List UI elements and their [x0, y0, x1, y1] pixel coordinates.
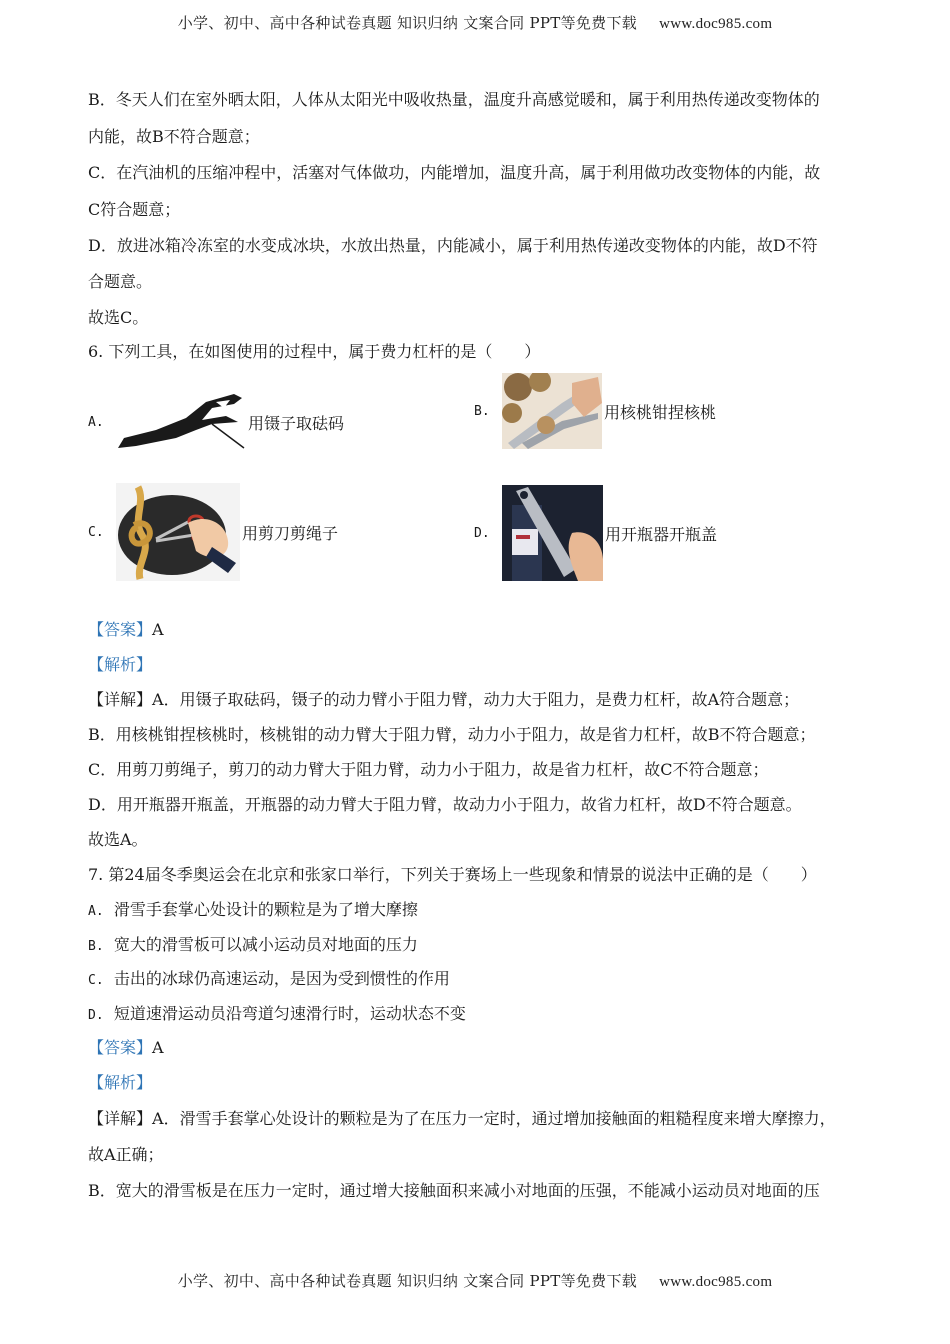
- q6-choice: 故选A。: [88, 830, 148, 849]
- q7-detail-b1: B．宽大的滑雪板是在压力一定时，通过增大接触面积来减小对地面的压强，不能减小运动员对地面的压: [88, 1181, 820, 1200]
- q6-option-a-label: A.: [88, 414, 104, 430]
- q6-detail-d: D．用开瓶器开瓶盖，开瓶器的动力臂大于阻力臂，故动力小于阻力，故省力杠杆，故D不符合题意。: [88, 795, 802, 814]
- q7-detail-a2: 故A正确；: [88, 1145, 164, 1164]
- tweezers-icon: [116, 390, 246, 454]
- q6-option-d-caption: 用开瓶器开瓶盖: [605, 524, 718, 544]
- q7-analysis-tag: 【解析】: [88, 1073, 153, 1092]
- q6-detail-c: C．用剪刀剪绳子，剪刀的动力臂大于阻力臂，动力小于阻力，故是省力杠杆，故C不符合题意；: [88, 760, 769, 779]
- q7-detail-a1-text: A．滑雪手套掌心处设计的颗粒是为了在压力一定时，通过增加接触面的粗糙程度来增大摩擦力，: [152, 1109, 836, 1128]
- q7-option-b-text: 宽大的滑雪板可以减小运动员对地面的压力: [113, 935, 418, 954]
- q6-option-c-caption: 用剪刀剪绳子: [242, 523, 339, 543]
- q7-option-a-label: A.: [88, 904, 104, 919]
- scissors-rope-icon: [116, 483, 240, 581]
- q6-option-d-label: D.: [474, 525, 490, 541]
- q7-option-a[interactable]: [88, 900, 418, 922]
- footer-text: 小学、初中、高中各种试卷真题 知识归纳 文案合同 PPT等免费下载: [177, 1272, 638, 1290]
- q5-b-line2: 内能，故B不符合题意；: [88, 127, 260, 146]
- q6-detail-b: B．用核桃钳捏核桃时，核桃钳的动力臂大于阻力臂，动力小于阻力，故是省力杠杆，故B不符合题意；: [88, 725, 816, 744]
- q6-option-c[interactable]: [88, 483, 338, 581]
- q6-option-b[interactable]: [474, 373, 716, 449]
- q6-option-a[interactable]: [88, 390, 344, 454]
- q7-option-b[interactable]: [88, 935, 418, 957]
- q6-option-d[interactable]: [474, 485, 717, 581]
- q7-answer-tag: 【答案】: [88, 1038, 153, 1057]
- q7-answer: [88, 1038, 164, 1058]
- q5-c-line2: C符合题意；: [88, 200, 181, 219]
- q6-option-b-caption: 用核桃钳捏核桃: [604, 402, 717, 422]
- q6-detail-tag: 【详解】: [88, 690, 153, 709]
- q7-option-a-text: 滑雪手套掌心处设计的颗粒是为了增大摩擦: [113, 900, 418, 919]
- q7-option-d-label: D.: [88, 1008, 104, 1023]
- q7-option-b-label: B.: [88, 939, 104, 954]
- bottle-opener-icon: [502, 485, 603, 581]
- q5-d-line1: D．放进冰箱冷冻室的水变成冰块，水放出热量，内能减小，属于利用热传递改变物体的内能，故D不符: [88, 236, 818, 255]
- q6-analysis-tag: 【解析】: [88, 655, 153, 674]
- footer-url[interactable]: www.doc985.com: [659, 1274, 773, 1290]
- q5-b-line1: B．冬天人们在室外晒太阳，人体从太阳光中吸收热量，温度升高感觉暖和，属于利用热传递改变物体的: [88, 90, 820, 109]
- q7-detail-a1: [88, 1109, 836, 1129]
- q7-detail-tag: 【详解】: [88, 1109, 153, 1128]
- q7-option-d[interactable]: [88, 1004, 466, 1026]
- q6-answer: [88, 620, 164, 640]
- q7-answer-value: A: [152, 1038, 164, 1057]
- q5-choice: 故选C。: [88, 308, 149, 327]
- q6-option-b-label: B.: [474, 403, 490, 419]
- q7-option-d-text: 短道速滑运动员沿弯道匀速滑行时，运动状态不变: [113, 1004, 466, 1023]
- page-footer: [0, 1270, 950, 1291]
- q7-option-c-text: 击出的冰球仍高速运动，是因为受到惯性的作用: [113, 969, 450, 988]
- q5-d-line2: 合题意。: [88, 272, 153, 291]
- nutcracker-icon: [502, 373, 602, 449]
- q7-option-c[interactable]: [88, 969, 450, 991]
- q6-answer-value: A: [152, 620, 164, 639]
- q6-stem: 6. 下列工具，在如图使用的过程中，属于费力杠杆的是（ ）: [88, 342, 541, 361]
- q7-stem: 7. 第24届冬季奥运会在北京和张家口举行，下列关于赛场上一些现象和情景的说法中正确的是（ ）: [88, 865, 817, 884]
- q5-c-line1: C．在汽油机的压缩冲程中，活塞对气体做功，内能增加，温度升高，属于利用做功改变物体的内能，故: [88, 163, 821, 182]
- q7-option-c-label: C.: [88, 973, 104, 988]
- q6-answer-tag: 【答案】: [88, 620, 153, 639]
- header-text: 小学、初中、高中各种试卷真题 知识归纳 文案合同 PPT等免费下载: [177, 14, 638, 32]
- header-url[interactable]: www.doc985.com: [659, 16, 773, 32]
- page-header: [0, 12, 950, 33]
- q6-option-c-label: C.: [88, 524, 104, 540]
- q6-detail-a-text: A．用镊子取砝码，镊子的动力臂小于阻力臂，动力大于阻力，是费力杠杆，故A符合题意；: [152, 690, 800, 709]
- q6-option-a-caption: 用镊子取砝码: [248, 413, 345, 433]
- q6-detail-a: [88, 690, 799, 710]
